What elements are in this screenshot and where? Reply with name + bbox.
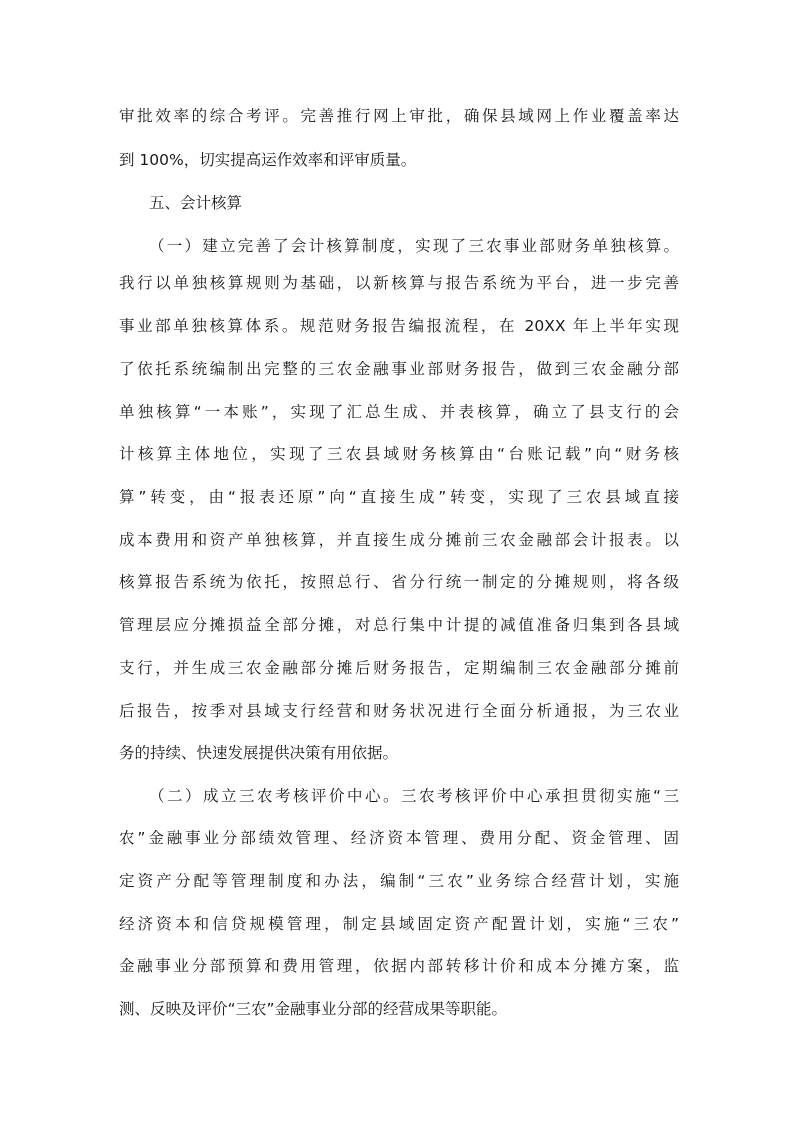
body-line: 了依托系统编制出完整的三农金融事业部财务报告，做到三农金融分部 [119,360,679,378]
body-line: 金融事业分部预算和费用管理，依据内部转移计价和成本分摊方案，监 [119,957,679,975]
body-line: 到 100%，切实提高运作效率和评审质量。 [119,151,417,169]
body-line: 支行，并生成三农金融部分摊后财务报告，定期编制三农金融部分摊前 [119,659,679,677]
body-line: 后报告，按季对县域支行经营和财务状况进行全面分析通报，为三农业 [119,702,679,720]
body-line: 测、反映及评价“三农”金融事业分部的经营成果等职能。 [119,1000,508,1018]
body-line: 事业部单独核算体系。规范财务报告编报流程，在 20XX 年上半年实现 [119,317,679,335]
body-line: （二）成立三农考核评价中心。三农考核评价中心承担贯彻实施“三 [149,787,679,805]
body-line: 定资产分配等管理制度和办法，编制“三农”业务综合经营计划，实施 [119,872,679,890]
body-line: 管理层应分摊损益全部分摊，对总行集中计提的减值准备归集到各县域 [119,616,679,634]
body-line: 算”转变，由“报表还原”向“直接生成”转变，实现了三农县域直接 [119,488,679,506]
body-line: 核算报告系统为依托，按照总行、省分行统一制定的分摊规则，将各级 [119,573,679,591]
body-line: 单独核算“一本账”，实现了汇总生成、并表核算，确立了县支行的会 [119,403,679,421]
body-line: 审批效率的综合考评。完善推行网上审批，确保县域网上作业覆盖率达 [119,107,679,125]
body-line: 经济资本和信贷规模管理，制定县域固定资产配置计划，实施“三农” [119,915,679,933]
section-heading: 五、会计核算 [149,194,243,212]
body-line: 成本费用和资产单独核算，并直接生成分摊前三农金融部会计报表。以 [119,531,679,549]
body-line: 务的持续、快速发展提供决策有用依据。 [119,744,399,762]
body-line: （一）建立完善了会计核算制度，实现了三农事业部财务单独核算。 [149,237,679,255]
body-line: 农”金融事业分部绩效管理、经济资本管理、费用分配、资金管理、固 [119,829,679,847]
body-line: 我行以单独核算规则为基础，以新核算与报告系统为平台，进一步完善 [119,274,679,292]
body-line: 计核算主体地位，实现了三农县域财务核算由“台账记载”向“财务核 [119,445,679,463]
